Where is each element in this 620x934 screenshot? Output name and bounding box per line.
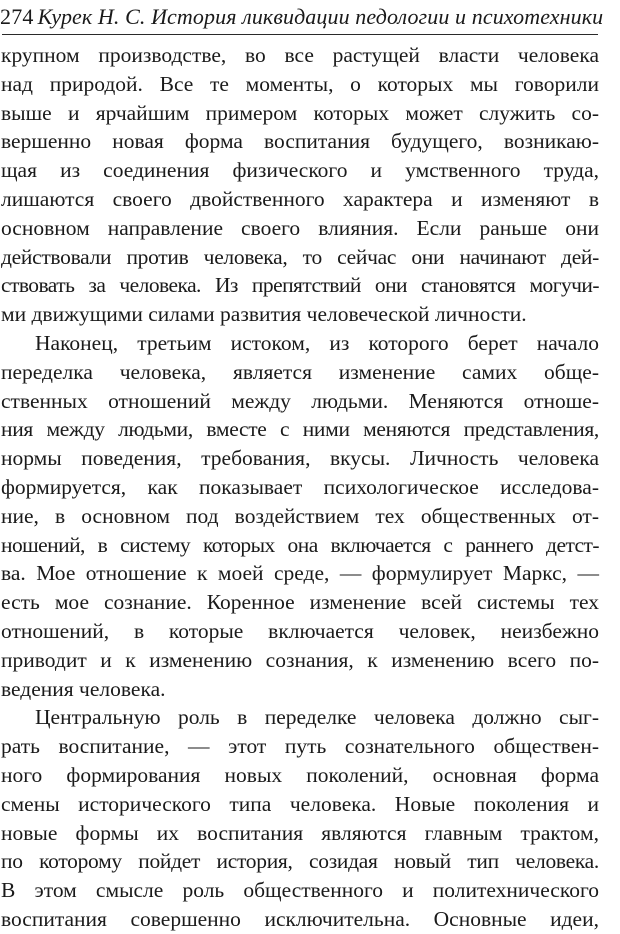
page-number: 274 [0,4,34,29]
text-line: лишаются своего двойственного характера и изменяют в [1,186,599,211]
text-line: ва. Мое отношение к моей среде, — формулирует Маркс, — [1,561,599,586]
text-line: Центральную роль в переделке человека должно сыг- [35,705,599,730]
text-line: смены исторического типа человека. Новые поколения и [1,791,599,816]
text-line: нормы поведения, требования, вкусы. Личность человека [1,446,599,471]
text-line: формируется, как показывает психологическое исследова- [1,474,599,499]
paragraph-2 [1,329,599,703]
text-line: переделка человека, является изменение самих обще- [1,359,599,384]
running-header [0,2,604,38]
paragraph-3 [1,703,599,933]
text-line: ственных отношений между людьми. Меняются отноше- [1,388,599,413]
text-line: по которому пойдет история, созидая новый тип человека. [1,849,599,874]
paragraph-1 [1,41,599,329]
text-line: есть мое сознание. Коренное изменение всей системы тех [1,590,599,615]
text-line: В этом смысле роль общественного и политехнического [1,878,599,903]
text-line: крупном производстве, во все растущей власти человека [1,43,599,67]
text-line: ми движущими силами развития человеческой личности. [1,302,527,327]
text-line: рать воспитание, — этот путь сознательного обществен- [1,734,599,759]
text-line: щая из соединения физического и умственного труда, [1,158,599,183]
text-line: действовали против человека, то сейчас они начинают дей- [1,244,599,269]
running-title: Курек Н. С. История ликвидации педологии и психотехники [37,4,604,29]
text-line: приводит и к изменению сознания, к изменению всего по- [1,647,599,672]
text-line: ния между людьми, вместе с ними меняются представления, [1,417,599,442]
text-line: над природой. Все те моменты, о которых мы говорили [1,71,599,96]
text-line: выше и ярчайшим примером которых может служить со- [1,100,599,125]
text-line: основном направление своего влияния. Если раньше они [1,215,599,240]
page-body [1,41,599,931]
text-line: ного формирования новых поколений, основная форма [1,762,599,787]
text-line: ние, в основном под воздействием тех общественных от- [1,503,599,528]
text-line: ношений, в систему которых она включается с раннего детст- [1,532,599,557]
header-rule [2,34,598,35]
text-line: отношений, в которые включается человек, неизбежно [1,618,599,643]
text-line: воспитания совершенно исключительна. Основные идеи, [1,906,599,931]
text-line: ствовать за человека. Из препятствий они становятся могучи- [1,273,599,298]
text-line: Наконец, третьим истоком, из которого берет начало [35,330,599,355]
text-line: новые формы их воспитания являются главным трактом, [1,820,599,845]
text-line: вершенно новая форма воспитания будущего, возникаю- [1,129,599,154]
text-line: ведения человека. [1,676,166,701]
